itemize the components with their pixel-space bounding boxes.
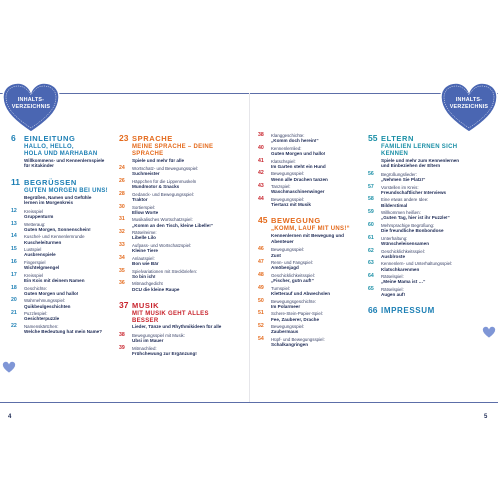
toc-badge-label: INHALTS- VERZEICHNIS [11, 97, 51, 110]
section-subtitle: GUTEN MORGEN BEI UNS! [24, 187, 108, 194]
entry-title: „Komm doch herein!“ [271, 138, 319, 144]
section-description: für Kitakinder [24, 163, 54, 169]
entry-title: Ein Kois mit deinem Namen [24, 277, 85, 283]
section-description: Begrüßen, Namen und Gefühle [24, 194, 92, 200]
entry-text [381, 236, 486, 246]
section-heading [119, 300, 247, 310]
entry-text [381, 172, 486, 182]
section-page-number: 37 [119, 299, 129, 310]
entry-type: Kennenlernlied: [271, 145, 302, 151]
entry-title: Wichtelgmengel [24, 265, 60, 271]
entry-title: DCU die kleine Raupe [132, 286, 180, 292]
entry-page-number: 47 [258, 259, 264, 266]
section-page-number: 66 [368, 305, 378, 316]
entry-text [271, 286, 372, 296]
section-subtitle: HOLA UND MARHABAN [24, 150, 98, 157]
entry-title: „Guten Tag, hier ist ihr Puzzle!“ [381, 215, 450, 221]
entry-type: Rätselspiel: [381, 274, 404, 280]
section-heading [258, 215, 372, 225]
toc-entry [11, 222, 117, 232]
entry-page-number: 57 [368, 183, 374, 190]
section-description: Abenteuer [271, 238, 294, 244]
toc-column-3 [258, 133, 372, 355]
entry-title: Amöbenjagd [271, 265, 299, 271]
toc-section [119, 133, 247, 292]
section-heading [368, 305, 486, 315]
entry-type: Schere-Stein-Papier-Spiel: [271, 311, 323, 317]
entry-text [24, 209, 117, 219]
entry-title: Schalkangringen [271, 342, 309, 348]
entry-page-number: 61 [368, 234, 374, 241]
entry-title: Ubsi im Mauer [132, 338, 164, 344]
entry-title: Traktor [132, 196, 148, 202]
entry-type: Mitmachlied: [132, 345, 157, 351]
section-description: Kennenlernen mit Bewegung und [271, 233, 344, 239]
section-intro [24, 144, 117, 169]
toc-entry [11, 209, 117, 219]
entry-type: Kuschel- und Kennenlernrunde [24, 234, 85, 240]
entry-page-number: 24 [119, 165, 125, 172]
entry-type: Willkommen heißen: [381, 210, 421, 216]
entry-title: Waschmaschinenwinger [271, 189, 325, 195]
entry-page-number: 40 [258, 144, 264, 151]
entry-page-number: 62 [368, 247, 374, 254]
toc-entry [11, 273, 117, 283]
entry-title: Wenn alle Drachen tanzen [271, 176, 328, 182]
toc-entry [119, 243, 247, 253]
entry-page-number: 28 [119, 190, 125, 197]
section-heading [11, 133, 117, 143]
toc-entry [368, 274, 486, 284]
entry-page-number: 34 [119, 254, 125, 261]
section-subtitle: KENNEN [381, 150, 409, 157]
entry-text [271, 337, 372, 347]
toc-entry [258, 184, 372, 194]
toc-section [258, 215, 372, 347]
entry-page-number: 16 [11, 258, 17, 265]
toc-entry [258, 286, 372, 296]
toc-heart-badge-right [440, 82, 498, 134]
section-description: Lieder, Tänze und Rhythmikideen für alle [132, 324, 222, 330]
entry-page-number: 13 [11, 220, 17, 227]
entry-page-number: 56 [368, 170, 374, 177]
entry-title: „Fischer, gutn auf!“ [271, 278, 314, 284]
entry-page-number: 60 [368, 221, 374, 228]
entry-page-number: 18 [11, 284, 17, 291]
entry-type: Geschichte: [24, 285, 48, 291]
entry-title: Kletterauf und Abwechslen [271, 290, 331, 296]
entry-title: Bilderstimal [381, 202, 408, 208]
entry-page-number: 59 [368, 209, 374, 216]
toc-entry [11, 324, 117, 334]
entry-type: Sortierspiel: [132, 204, 156, 210]
toc-entry [119, 192, 247, 202]
entry-type: Unterhaltung: [381, 235, 408, 241]
toc-entry [368, 287, 486, 297]
toc-heart-badge-left [2, 82, 60, 134]
entry-title: Guten Morgen und hallo! [24, 290, 79, 296]
entry-type: Vorstellen im Kreis: [381, 184, 419, 190]
entry-page-number: 38 [119, 331, 125, 338]
entry-title: Suchmeister [132, 171, 160, 177]
entry-text [271, 171, 372, 181]
entry-title: Tiertanz mit Musik [271, 202, 311, 208]
entry-title: Guten Morgen und hallo! [271, 151, 326, 156]
entry-type: Renn- und Fangspiel: [271, 260, 313, 266]
entry-text [381, 185, 486, 195]
entry-type: Musikalisches Wortschatzspiel: [132, 217, 193, 223]
entry-page-number: 22 [11, 322, 17, 329]
section-page-number: 6 [11, 133, 16, 143]
toc-section [119, 300, 247, 356]
entry-type: Mitmachgedicht [132, 281, 163, 287]
small-heart-icon [482, 326, 496, 339]
toc-entry [119, 346, 247, 356]
section-title: EINLEITUNG [24, 134, 76, 143]
toc-entry [368, 223, 486, 233]
entry-page-number: 51 [258, 310, 264, 317]
toc-entry [11, 260, 117, 270]
entry-type: Anlautspiel: [132, 255, 155, 261]
toc-column-4 [368, 133, 486, 323]
entry-title: So bin ich! [132, 273, 156, 279]
section-subtitle: MIT MUSIK GEHT ALLES [132, 310, 209, 317]
entry-page-number: 65 [368, 285, 374, 292]
entry-type: Bewegungsspiel: [271, 247, 305, 253]
entry-type: Aufpass- und Wortschatzspiel: [132, 242, 192, 248]
entry-page-number: 26 [119, 177, 125, 184]
entry-title: „Meine Mama ist …“ [381, 279, 426, 285]
entry-text [271, 273, 372, 283]
toc-entry [368, 185, 486, 195]
section-page-number: 23 [119, 133, 129, 143]
entry-page-number: 49 [258, 284, 264, 291]
entry-type: Lustspiel [24, 247, 42, 253]
entry-page-number: 41 [258, 157, 264, 164]
entry-type: Namenskärtchen: [24, 323, 59, 329]
toc-entry [258, 133, 372, 143]
entry-type: Puzzlespiel: [24, 311, 48, 317]
entry-text [271, 159, 372, 169]
entry-type: Klanggeschichte: [271, 133, 305, 138]
entry-type: Wahrnehmungsspiel: [24, 298, 66, 304]
entry-page-number: 21 [11, 310, 17, 317]
entry-text [132, 333, 247, 343]
entry-type: Wetteraug: [24, 221, 46, 227]
entry-text [271, 146, 372, 156]
entry-page-number: 64 [368, 273, 374, 280]
entry-title: Augen auf! [381, 292, 405, 298]
entry-page-number: 44 [258, 195, 264, 202]
entry-page-number: 31 [119, 216, 125, 223]
entry-text [24, 273, 117, 283]
toc-section [368, 305, 486, 315]
entry-type: Kreisspiel [24, 272, 44, 278]
toc-entry [11, 311, 117, 321]
toc-section [368, 133, 486, 297]
section-subtitle: „KOMM, LAUF MIT UNS!“ [271, 226, 350, 233]
section-intro [381, 144, 486, 169]
entry-title: Gesichterpuzzle [24, 316, 60, 322]
toc-entry [119, 281, 247, 291]
page-fold [249, 93, 250, 402]
entry-title: Quikbeulgeschichten [24, 303, 71, 309]
entry-text [132, 192, 247, 202]
toc-section [11, 133, 117, 169]
entry-title: Fee, Zauberer, Drache [271, 316, 320, 322]
entry-title: „Komm an den Tisch, kleine Libelle!“ [132, 222, 214, 228]
section-intro [271, 226, 372, 244]
entry-title: Zaubermaus [271, 329, 299, 335]
section-subtitle: BESSER [132, 317, 159, 324]
entry-title: Welche Bedeutung hat mein Name? [24, 329, 103, 335]
entry-type: Bewegungsspiel: [271, 171, 305, 177]
toc-entry [368, 197, 486, 207]
toc-entry [119, 269, 247, 279]
entry-text [271, 184, 372, 194]
entry-page-number: 43 [258, 183, 264, 190]
entry-title: „Nehmen Sie Platz!“ [381, 176, 426, 182]
entry-text [271, 324, 372, 334]
entry-page-number: 33 [119, 241, 125, 248]
entry-type: Fingerspiel [24, 259, 46, 265]
toc-entry [258, 247, 372, 257]
toc-entry [258, 311, 372, 321]
toc-entry [258, 159, 372, 169]
entry-type: Gedanck- und Bewegungsspiel: [132, 191, 194, 197]
toc-entry [258, 260, 372, 270]
toc-entry [11, 234, 117, 244]
section-intro [132, 311, 247, 330]
entry-type: Kreisspiel [24, 208, 44, 214]
toc-entry [258, 337, 372, 347]
entry-type: Tanzspiel: [271, 184, 291, 190]
toc-entry [119, 333, 247, 343]
entry-page-number: 15 [11, 246, 17, 253]
section-heading [119, 133, 247, 143]
entry-text [132, 205, 247, 215]
section-description: und Einbeziehen der Eltern [381, 163, 441, 169]
entry-title: Zunt [271, 252, 281, 258]
entry-title: Ausbrenspiele [24, 252, 56, 258]
section-page-number: 55 [368, 133, 378, 143]
entry-text [132, 281, 247, 291]
section-title: BEWEGUNG [271, 216, 321, 226]
entry-text [24, 222, 117, 232]
entry-title: Mundmotor & Snacks [132, 184, 180, 190]
toc-entry [119, 179, 247, 189]
entry-page-number: 30 [119, 203, 125, 210]
small-heart-icon [2, 361, 16, 374]
entry-page-number: 36 [119, 280, 125, 287]
entry-text [24, 311, 117, 321]
toc-entry [119, 256, 247, 266]
entry-text [381, 249, 486, 259]
entry-page-number: 63 [368, 260, 374, 267]
bottom-rule [0, 402, 498, 403]
section-subtitle: HALLO, HELLO, [24, 144, 74, 150]
entry-text [132, 217, 247, 227]
entry-title: Kuscheleiturmen [24, 239, 62, 245]
section-heading [368, 133, 486, 143]
toc-entry [368, 210, 486, 220]
entry-page-number: 42 [258, 170, 264, 177]
section-intro [24, 188, 117, 206]
entry-text [132, 230, 247, 240]
entry-title: Libelle Lilo [132, 235, 156, 241]
entry-text [271, 260, 372, 270]
page-number-right: 5 [484, 414, 488, 420]
entry-text [271, 133, 372, 143]
entry-type: Mehrsprachige Begrüßung: [381, 222, 435, 228]
section-description: Spiele und mehr für alle [132, 157, 185, 163]
entry-type: Bewegungsspiel: [271, 324, 305, 330]
entry-page-number: 39 [119, 344, 125, 351]
entry-type: Eine etwas andere Idee: [381, 197, 429, 203]
section-description: Spiele und mehr zum Kennenlernen [381, 157, 460, 163]
section-title: SPRACHE [132, 134, 173, 143]
toc-entry [368, 172, 486, 182]
section-description: Willkommens- und Kennenlernspiele [24, 157, 105, 163]
entry-page-number: 32 [119, 229, 125, 236]
entry-type: Rätselspiel: [381, 286, 404, 292]
entry-page-number: 58 [368, 196, 374, 203]
toc-entry [258, 299, 372, 309]
toc-entry [368, 261, 486, 271]
entry-page-number: 14 [11, 233, 17, 240]
toc-entry [368, 236, 486, 246]
entry-text [271, 197, 372, 207]
toc-entry [258, 197, 372, 207]
section-title: BEGRÜSSEN [24, 177, 77, 187]
toc-section [11, 177, 117, 335]
entry-title: Im Polarmeer [271, 303, 301, 309]
entry-text [271, 247, 372, 257]
entry-page-number: 12 [11, 207, 17, 214]
entry-text [132, 256, 247, 266]
toc-entry [119, 217, 247, 227]
entry-type: Häppchen für die Lippenmuskeln [132, 178, 197, 184]
entry-text [132, 179, 247, 189]
entry-text [381, 261, 486, 271]
entry-type: Hüpf- und Bewegungsspiel: [271, 336, 325, 342]
entry-text [24, 260, 117, 270]
entry-page-number: 20 [11, 297, 17, 304]
section-description: lernen im Morgenkreis [24, 200, 74, 206]
toc-badge-label: INHALTS- VERZEICHNIS [449, 97, 489, 110]
entry-title: Freundschaftlicher Interviews [381, 189, 447, 195]
section-title: IMPRESSUM [381, 306, 435, 316]
toc-entry [258, 324, 372, 334]
toc-entry [368, 249, 486, 259]
entry-text [381, 287, 486, 297]
section-title: MUSIK [132, 300, 160, 310]
entry-page-number: 50 [258, 297, 264, 304]
entry-text [24, 286, 117, 296]
toc-entry [258, 171, 372, 181]
entry-text [271, 299, 372, 309]
entry-type: Begrüßungslieder: [381, 171, 417, 177]
entry-text [381, 210, 486, 220]
entry-type: Geschicklichkeitsspiel: [381, 248, 425, 254]
entry-text [132, 243, 247, 253]
section-page-number: 11 [11, 176, 20, 187]
section-subtitle: FAMILIEN LERNEN SICH [381, 144, 458, 150]
toc-entry [258, 146, 372, 156]
entry-type: Bewegungsgeschichte: [271, 298, 317, 304]
entry-title: Im Garten steht ein Hund [271, 163, 326, 169]
entry-title: Ausblroste [381, 253, 405, 259]
section-page-number: 45 [258, 215, 268, 226]
entry-type: Klatschspiel: [271, 158, 296, 164]
entry-text [132, 166, 247, 176]
entry-page-number: 35 [119, 267, 125, 274]
entry-type: Bewegungsspiel: [271, 196, 305, 202]
toc-entry [11, 298, 117, 308]
entry-title: Bon wie Bär [132, 260, 159, 266]
page-number-left: 4 [8, 414, 12, 420]
entry-text [24, 247, 117, 257]
entry-text [381, 274, 486, 284]
entry-title: Wünscheleisensamen [381, 240, 429, 246]
entry-page-number: 46 [258, 246, 264, 253]
entry-text [24, 298, 117, 308]
entry-text [381, 197, 486, 207]
entry-text [271, 311, 372, 321]
entry-title: Die freundliche Bonbondose [381, 228, 444, 234]
entry-type: Turnspiel: [271, 285, 291, 291]
toc-entry [11, 247, 117, 257]
entry-page-number: 54 [258, 335, 264, 342]
entry-text [24, 234, 117, 244]
toc-section [258, 133, 372, 207]
toc-entry [258, 273, 372, 283]
entry-title: Klatschkarenmen [381, 266, 420, 272]
entry-type: Geschicklichkeitsspiel: [271, 272, 315, 278]
entry-type: Rätselreime: [132, 230, 157, 236]
entry-title: Kleine Tiere [132, 248, 158, 254]
section-title: ELTERN [381, 134, 415, 143]
section-subtitle: MEINE SPRACHE – DEINE [132, 144, 214, 150]
entry-page-number: 17 [11, 271, 17, 278]
section-intro [132, 144, 247, 163]
entry-text [381, 223, 486, 233]
toc-entry [11, 286, 117, 296]
entry-text [132, 269, 247, 279]
entry-page-number: 52 [258, 323, 264, 330]
toc-entry [119, 205, 247, 215]
toc-column-1 [11, 133, 117, 342]
entry-type: Bewegungsspiel mit Musik: [132, 332, 185, 338]
entry-page-number: 48 [258, 271, 264, 278]
entry-page-number: 38 [258, 132, 264, 138]
entry-title: Guten Morgen, Sonnenschein! [24, 226, 91, 232]
toc-column-2 [119, 133, 247, 364]
entry-type: Kennenlern- und Unterhaltungsspiel: [381, 261, 453, 267]
entry-title: Gruppenturm [24, 213, 54, 219]
toc-entry [119, 166, 247, 176]
entry-title: Ellow Worte [132, 209, 159, 215]
entry-title: Frühchewung zur Ergänzung! [132, 350, 197, 356]
entry-type: Wortschatz- und Bewegungsspiel: [132, 166, 199, 172]
entry-text [132, 346, 247, 356]
entry-type: Spielvariationen mit Steckbriefen: [132, 268, 198, 274]
section-subtitle: SPRACHE [132, 150, 164, 157]
toc-entry [119, 230, 247, 240]
entry-text [24, 324, 117, 334]
section-heading [11, 177, 117, 187]
